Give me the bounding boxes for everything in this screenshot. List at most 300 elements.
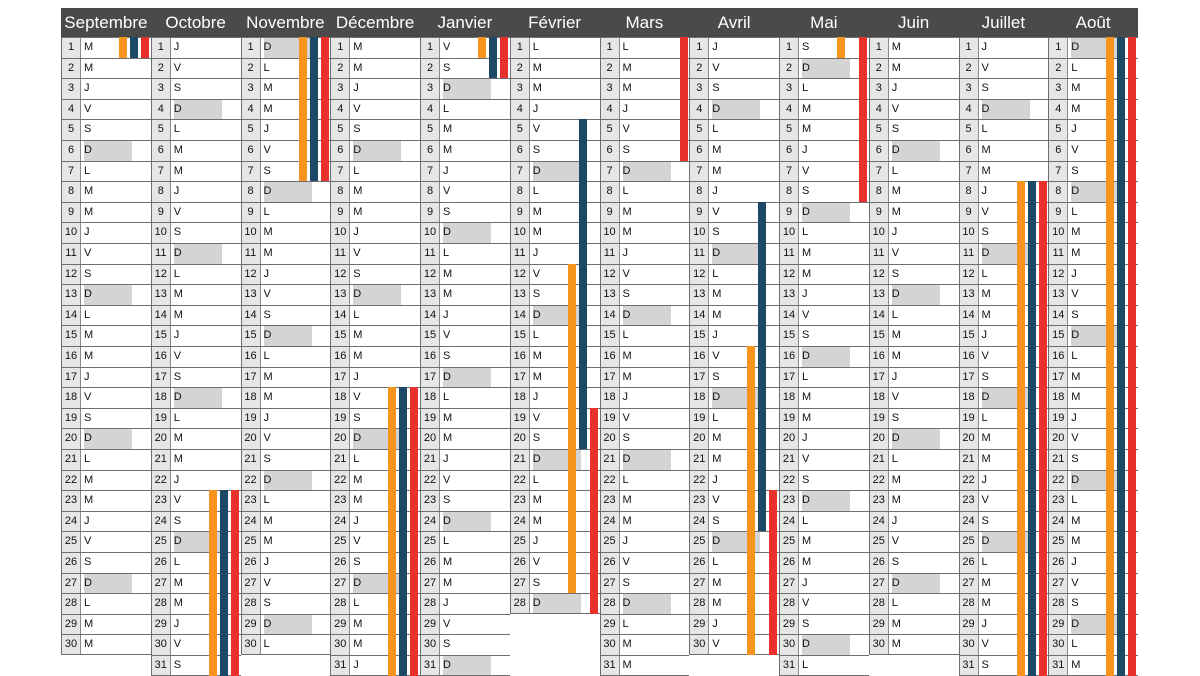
day-number: 23 [780, 491, 799, 511]
day-row [151, 140, 241, 161]
day-row [420, 634, 510, 655]
day-number: 23 [152, 491, 171, 511]
day-row [689, 614, 779, 635]
month-name: Août [1075, 13, 1111, 32]
day-row [61, 202, 151, 223]
day-row [779, 655, 869, 676]
day-number: 17 [690, 368, 709, 388]
day-number: 30 [331, 635, 350, 655]
weekday-letter: S [532, 288, 541, 301]
day-number: 9 [780, 203, 799, 223]
day-number: 8 [331, 182, 350, 202]
day-number: 19 [870, 409, 889, 429]
day-row [61, 449, 151, 470]
weekday-letter: J [443, 308, 449, 321]
weekday-letter: M [353, 61, 363, 74]
day-row [420, 428, 510, 449]
weekday-letter: V [712, 494, 720, 507]
weekday-letter: S [1071, 453, 1079, 465]
day-number: 13 [242, 285, 261, 305]
day-row [600, 284, 690, 305]
weekday-letter: S [353, 556, 361, 568]
weekday-letter: V [353, 247, 361, 259]
sunday-shade [726, 244, 760, 264]
weekday-letter: S [84, 556, 92, 568]
zone-b-holiday-bar [220, 490, 228, 675]
sunday-shade [367, 285, 401, 305]
day-row [61, 140, 151, 161]
weekday-letter: D [712, 244, 727, 264]
day-number: 13 [421, 285, 440, 305]
day-row [779, 37, 869, 58]
zone-c-holiday-bar [1128, 37, 1136, 676]
day-number: 20 [870, 429, 889, 449]
zone-a-holiday-bar [1106, 37, 1114, 676]
weekday-letter: L [981, 123, 988, 136]
weekday-letter: M [622, 494, 632, 507]
day-number: 30 [421, 635, 440, 655]
day-row [151, 264, 241, 285]
day-row [869, 428, 959, 449]
day-row [151, 346, 241, 367]
weekday-letter: V [84, 247, 92, 259]
day-row [61, 408, 151, 429]
weekday-letter: L [173, 123, 180, 136]
day-number: 8 [870, 182, 889, 202]
weekday-letter: J [173, 617, 180, 630]
weekday-letter: M [891, 494, 901, 507]
day-row [61, 161, 151, 182]
day-number: 1 [62, 38, 81, 58]
weekday-letter: V [891, 247, 900, 259]
day-number: 31 [331, 656, 350, 675]
day-row [779, 634, 869, 655]
day-number: 26 [780, 553, 799, 573]
day-row [420, 140, 510, 161]
weekday-letter: S [981, 226, 989, 239]
weekday-letter: D [84, 429, 99, 449]
day-number: 10 [870, 223, 889, 243]
weekday-letter: J [263, 267, 269, 280]
weekday-letter: J [173, 185, 180, 198]
day-number: 8 [242, 182, 261, 202]
day-number: 13 [152, 285, 171, 305]
day-number: 22 [1049, 471, 1068, 491]
day-number: 4 [152, 100, 171, 120]
day-number: 10 [421, 223, 440, 243]
day-number: 25 [780, 532, 799, 552]
day-number: 21 [601, 450, 620, 470]
sunday-shade [816, 59, 850, 79]
day-row [600, 655, 690, 676]
day-row [61, 264, 151, 285]
weekday-letter: L [532, 329, 539, 342]
weekday-letter: V [84, 391, 92, 404]
weekday-letter: J [1071, 556, 1077, 568]
day-number: 6 [242, 141, 261, 161]
day-number: 11 [870, 244, 889, 264]
weekday-letter: M [84, 350, 94, 362]
day-row [779, 449, 869, 470]
day-number: 6 [62, 141, 81, 161]
day-row [420, 367, 510, 388]
weekday-letter: M [353, 638, 363, 651]
weekday-letter: J [353, 82, 359, 95]
weekday-letter: J [891, 370, 898, 383]
weekday-letter: L [622, 329, 629, 342]
day-number: 25 [690, 532, 709, 552]
weekday-letter: M [443, 267, 453, 280]
month-column [420, 37, 510, 675]
sunday-shade [457, 79, 491, 99]
year-calendar [61, 8, 1138, 675]
day-number: 31 [152, 656, 171, 675]
weekday-letter: V [443, 185, 451, 198]
day-number: 24 [421, 512, 440, 532]
day-number: 9 [62, 203, 81, 223]
weekday-letter: J [84, 370, 90, 383]
day-row [241, 428, 331, 449]
day-number: 29 [1049, 615, 1068, 635]
day-row [959, 161, 1049, 182]
weekday-letter: L [443, 102, 450, 115]
day-row [600, 305, 690, 326]
day-row [869, 140, 959, 161]
day-number: 29 [780, 615, 799, 635]
weekday-letter: L [1071, 494, 1078, 507]
day-number: 26 [421, 553, 440, 573]
weekday-letter: J [622, 102, 628, 115]
day-row [330, 37, 420, 58]
weekday-letter: V [712, 350, 720, 362]
weekday-letter: L [622, 473, 629, 486]
day-number: 20 [331, 429, 350, 449]
day-number: 27 [690, 574, 709, 594]
day-number: 8 [511, 182, 530, 202]
day-number: 18 [690, 388, 709, 408]
weekday-letter: V [712, 61, 720, 74]
day-number: 6 [960, 141, 979, 161]
day-number: 4 [690, 100, 709, 120]
day-row [241, 181, 331, 202]
day-row [241, 367, 331, 388]
weekday-letter: D [802, 203, 817, 223]
weekday-letter: D [264, 615, 279, 635]
weekday-letter: M [353, 205, 363, 218]
day-row [689, 99, 779, 120]
weekday-letter: M [891, 350, 901, 362]
weekday-letter: S [353, 411, 361, 424]
weekday-letter: M [353, 494, 363, 507]
weekday-letter: M [891, 185, 901, 198]
zone-b-holiday-bar [399, 387, 407, 675]
day-number: 10 [331, 223, 350, 243]
weekday-letter: L [712, 123, 719, 136]
weekday-letter: M [891, 473, 901, 486]
weekday-letter: M [1071, 370, 1081, 383]
day-number: 5 [421, 120, 440, 140]
weekday-letter: M [622, 350, 632, 362]
weekday-letter: L [981, 411, 988, 424]
day-number: 18 [1049, 388, 1068, 408]
weekday-letter: M [622, 205, 632, 218]
day-number: 5 [601, 120, 620, 140]
sunday-shade [188, 244, 222, 264]
day-number: 15 [242, 326, 261, 346]
sunday-shade [278, 615, 312, 635]
day-row [510, 78, 600, 99]
zone-b-holiday-bar [489, 37, 497, 78]
weekday-letter: J [353, 659, 359, 671]
day-number: 16 [62, 347, 81, 367]
weekday-letter: M [532, 494, 542, 507]
weekday-letter: M [263, 514, 273, 527]
weekday-letter: L [1071, 61, 1078, 74]
day-number: 28 [1049, 594, 1068, 614]
day-row [61, 325, 151, 346]
day-row [600, 367, 690, 388]
weekday-letter: M [353, 41, 363, 53]
day-number: 30 [780, 635, 799, 655]
weekday-letter: M [802, 247, 812, 259]
day-number: 26 [690, 553, 709, 573]
day-row [61, 511, 151, 532]
day-row [869, 346, 959, 367]
day-number: 12 [62, 265, 81, 285]
day-number: 9 [242, 203, 261, 223]
weekday-letter: L [802, 226, 809, 239]
day-number: 12 [421, 265, 440, 285]
day-number: 11 [601, 244, 620, 264]
weekday-letter: L [622, 41, 629, 53]
weekday-letter: L [173, 267, 180, 280]
weekday-letter: V [981, 350, 989, 362]
day-number: 12 [511, 265, 530, 285]
day-row [61, 614, 151, 635]
weekday-letter: D [84, 141, 99, 161]
day-number: 3 [421, 79, 440, 99]
weekday-letter: M [981, 597, 991, 610]
sunday-shade [816, 203, 850, 223]
weekday-letter: M [802, 411, 812, 424]
weekday-letter: M [84, 617, 94, 630]
weekday-letter: J [802, 288, 808, 301]
zone-a-holiday-bar [1017, 181, 1025, 675]
day-number: 31 [780, 656, 799, 675]
day-number: 13 [960, 285, 979, 305]
day-row [869, 58, 959, 79]
day-row [779, 78, 869, 99]
day-number: 1 [601, 38, 620, 58]
day-row [869, 449, 959, 470]
day-row [869, 470, 959, 491]
day-number: 2 [242, 59, 261, 79]
day-number: 28 [960, 594, 979, 614]
day-number: 6 [511, 141, 530, 161]
day-number: 20 [960, 429, 979, 449]
weekday-letter: S [891, 123, 900, 136]
day-row [510, 573, 600, 594]
day-row [330, 58, 420, 79]
day-number: 1 [690, 38, 709, 58]
day-row [420, 531, 510, 552]
weekday-letter: M [1071, 102, 1081, 115]
weekday-letter: M [802, 556, 812, 568]
day-row [869, 161, 959, 182]
day-row [510, 511, 600, 532]
day-row [241, 264, 331, 285]
day-row [420, 119, 510, 140]
day-number: 11 [511, 244, 530, 264]
day-number: 18 [960, 388, 979, 408]
day-number: 10 [1049, 223, 1068, 243]
day-number: 2 [960, 59, 979, 79]
day-number: 30 [960, 635, 979, 655]
weekday-letter: D [533, 450, 548, 470]
day-row [689, 78, 779, 99]
day-row [61, 119, 151, 140]
day-number: 18 [511, 388, 530, 408]
weekday-letter: D [353, 141, 368, 161]
weekday-letter: D [264, 326, 279, 346]
day-row [779, 181, 869, 202]
weekday-letter: S [622, 144, 630, 156]
day-row [151, 408, 241, 429]
weekday-letter: S [802, 185, 810, 198]
day-number: 30 [601, 635, 620, 655]
day-row [420, 490, 510, 511]
day-row [779, 531, 869, 552]
day-number: 20 [1049, 429, 1068, 449]
day-row [420, 222, 510, 243]
day-row [689, 161, 779, 182]
day-row [510, 552, 600, 573]
day-number: 17 [1049, 368, 1068, 388]
weekday-letter: V [802, 453, 810, 465]
day-row [689, 119, 779, 140]
zone-a-holiday-bar [837, 37, 845, 58]
day-row [330, 161, 420, 182]
day-number: 28 [421, 594, 440, 614]
weekday-letter: V [263, 432, 271, 445]
day-number: 19 [242, 409, 261, 429]
weekday-letter: J [1071, 123, 1077, 136]
day-row [869, 305, 959, 326]
weekday-letter: J [891, 226, 898, 239]
weekday-letter: S [532, 144, 541, 156]
weekday-letter: S [891, 411, 900, 424]
day-number: 15 [601, 326, 620, 346]
weekday-letter: L [443, 391, 450, 404]
day-number: 11 [421, 244, 440, 264]
zone-a-holiday-bar [478, 37, 486, 58]
day-number: 2 [152, 59, 171, 79]
day-row [420, 470, 510, 491]
day-row [420, 284, 510, 305]
weekday-letter: S [353, 123, 361, 136]
weekday-letter: M [173, 576, 183, 589]
weekday-letter: S [712, 82, 720, 95]
day-number: 15 [421, 326, 440, 346]
day-number: 27 [242, 574, 261, 594]
day-number: 21 [331, 450, 350, 470]
weekday-letter: M [712, 164, 722, 177]
day-number: 14 [960, 306, 979, 326]
day-row [151, 99, 241, 120]
day-number: 7 [960, 162, 979, 182]
day-number: 3 [960, 79, 979, 99]
day-number: 17 [960, 368, 979, 388]
day-number: 17 [870, 368, 889, 388]
day-number: 11 [62, 244, 81, 264]
weekday-letter: M [802, 267, 812, 280]
weekday-letter: M [84, 61, 94, 74]
weekday-letter: S [1071, 597, 1079, 610]
weekday-letter: J [802, 144, 808, 156]
weekday-letter: M [891, 61, 901, 74]
weekday-letter: D [1071, 471, 1086, 491]
day-number: 24 [62, 512, 81, 532]
weekday-letter: J [802, 576, 808, 589]
day-number: 31 [601, 656, 620, 675]
day-number: 21 [511, 450, 530, 470]
day-number: 19 [1049, 409, 1068, 429]
weekday-letter: M [353, 329, 363, 342]
day-number: 10 [601, 223, 620, 243]
zone-b-holiday-bar [130, 37, 138, 58]
day-number: 17 [421, 368, 440, 388]
day-number: 4 [62, 100, 81, 120]
weekday-letter: D [1071, 326, 1086, 346]
weekday-letter: M [981, 432, 991, 445]
day-number: 22 [690, 471, 709, 491]
day-number: 24 [690, 512, 709, 532]
day-row [600, 264, 690, 285]
weekday-letter: D [982, 388, 997, 408]
month-name: Avril [717, 13, 751, 32]
weekday-letter: M [263, 102, 273, 115]
weekday-letter: M [263, 391, 273, 404]
weekday-letter: V [173, 61, 182, 74]
day-row [779, 367, 869, 388]
day-row [600, 470, 690, 491]
weekday-letter: J [353, 514, 359, 527]
day-number: 22 [870, 471, 889, 491]
day-row [689, 181, 779, 202]
day-number: 17 [511, 368, 530, 388]
weekday-letter: J [532, 535, 539, 548]
day-number: 3 [780, 79, 799, 99]
weekday-letter: V [353, 102, 361, 115]
weekday-letter: V [802, 597, 810, 610]
day-number: 15 [690, 326, 709, 346]
zone-c-holiday-bar [231, 490, 239, 675]
day-number: 26 [601, 553, 620, 573]
weekday-letter: V [173, 494, 182, 507]
day-number: 16 [511, 347, 530, 367]
weekday-letter: L [84, 164, 91, 177]
day-row [959, 99, 1049, 120]
day-row [600, 243, 690, 264]
day-row [869, 202, 959, 223]
day-row [510, 449, 600, 470]
zone-c-holiday-bar [680, 37, 688, 161]
day-number: 13 [331, 285, 350, 305]
day-number: 3 [870, 79, 889, 99]
weekday-letter: V [263, 288, 271, 301]
weekday-letter: J [981, 473, 987, 486]
day-row [869, 222, 959, 243]
